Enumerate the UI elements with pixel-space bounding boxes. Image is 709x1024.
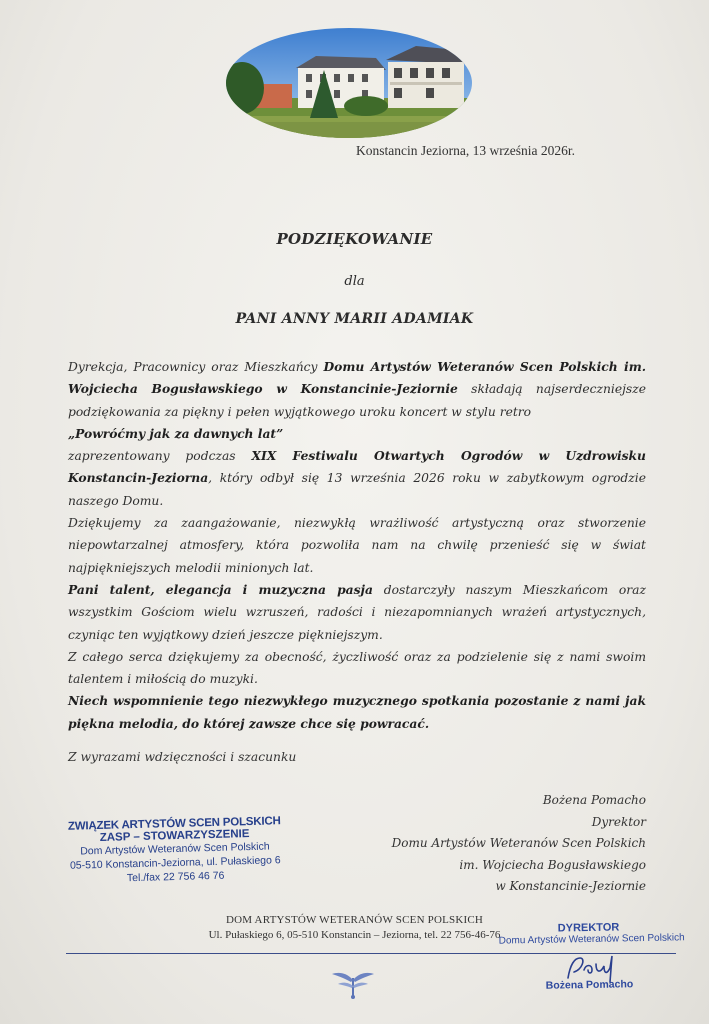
signatory-org-3: w Konstancinie-Jeziornie — [495, 879, 646, 893]
director-stamp-title: DYREKTOR — [557, 921, 620, 935]
stamp-line-2: ZASP – STOWARZYSZENIE — [99, 828, 250, 844]
signatory-name: Bożena Pomacho — [542, 793, 646, 807]
paragraph-5: Z całego serca dziękujemy za obecność, życzliwość oraz za podzielenie się z nami swoim talentem i miłością do muzyki. — [68, 649, 646, 687]
paragraph-6 — [68, 690, 646, 735]
paragraph-4 — [68, 579, 646, 646]
signature-block — [330, 790, 646, 898]
handwritten-signature — [562, 952, 632, 986]
organization-stamp — [51, 815, 299, 887]
footer-address: Ul. Pułaskiego 6, 05-510 Konstancin – Jeziorna, tel. 22 756-46-76 — [208, 929, 501, 941]
paragraph-3: Dziękujemy za zaangażowanie, niezwykłą wrażliwość artystyczną oraz stworzenie niepowtarzalnej atmosfery, która pozwoliła nam na chwilę przenieść się w świat najpiękniejszych melodii minionych lat. — [68, 516, 646, 575]
recipient-name: PANI ANNY MARII ADAMIAK — [235, 311, 474, 327]
closing-regards: Z wyrazami wdzięczności i szacunku — [68, 750, 297, 764]
paragraph-2 — [68, 445, 646, 512]
p1-text-c: składają najserdeczniejsze podziękowania za piękny i pełen wyjątkowego uroku koncert w stylu retro — [68, 382, 646, 419]
paragraph-1 — [68, 356, 646, 423]
p4-text-b: dostarczyły naszym Mieszkańcom oraz wszystkim Gościom wielu wzruszeń, radości i niezapomnianych wrażeń artystycznych, czyniąc ten wyjątkowy dzień jeszcze piękniejszym. — [68, 582, 646, 642]
stamp-line-4: 05-510 Konstancin-Jeziorna, ul. Pułaskiego 6 — [69, 854, 281, 872]
p1-text-a: Dyrekcja, Pracownicy oraz Mieszkańcy — [68, 360, 324, 374]
concert-title-paragraph — [68, 423, 646, 445]
stamp-line-5: Tel./fax 22 756 46 76 — [126, 869, 225, 885]
signatory-role: Dyrektor — [591, 814, 646, 829]
p2-text-a: zaprezentowany podczas — [68, 449, 252, 464]
zasp-logo-icon — [330, 966, 376, 1000]
p2-text-c: , który odbył się 13 września 2026 roku w zabytkowym ogrodzie naszego Domu. — [68, 471, 646, 508]
header-photo-villa — [226, 28, 472, 138]
date-line: Konstancin Jeziorna, 13 września 2026r. — [356, 143, 575, 158]
signatory-org-1: Domu Artystów Weteranów Scen Polskich — [391, 836, 646, 850]
signatory-org-2: im. Wojciecha Bogusławskiego — [459, 857, 646, 872]
closing-wish: Niech wspomnienie tego niezwykłego muzycznego spotkania pozostanie z nami jak piękna melodia, do której zawsze chce się powracać. — [68, 693, 646, 731]
talent-phrase: Pani talent, elegancja i muzyczna pasja — [68, 581, 373, 597]
letter-body — [68, 356, 646, 735]
director-stamp-name: Bożena Pomacho — [545, 978, 634, 992]
footer-org: DOM ARTYSTÓW WETERANÓW SCEN POLSKICH — [225, 914, 484, 926]
stamp-line-1: ZWIĄZEK ARTYSTÓW SCEN POLSKICH — [67, 815, 281, 833]
institution-name: Domu Artystów Weteranów Scen Polskich im. Wojciecha Bogusławskiego w Konstancinie-Jeziornie — [68, 359, 646, 397]
dedication-for: dla — [344, 274, 365, 289]
stamp-line-3: Dom Artystów Weteranów Scen Polskich — [80, 840, 270, 858]
document-title: PODZIĘKOWANIE — [276, 230, 433, 248]
concert-title: „Powróćmy jak za dawnych lat” — [68, 425, 284, 441]
director-stamp-org: Domu Artystów Weteranów Scen Polskich — [498, 932, 685, 947]
festival-name: XIX Festiwalu Otwartych Ogrodów w Uzdrowisku Konstancin-Jeziorna — [68, 448, 646, 486]
